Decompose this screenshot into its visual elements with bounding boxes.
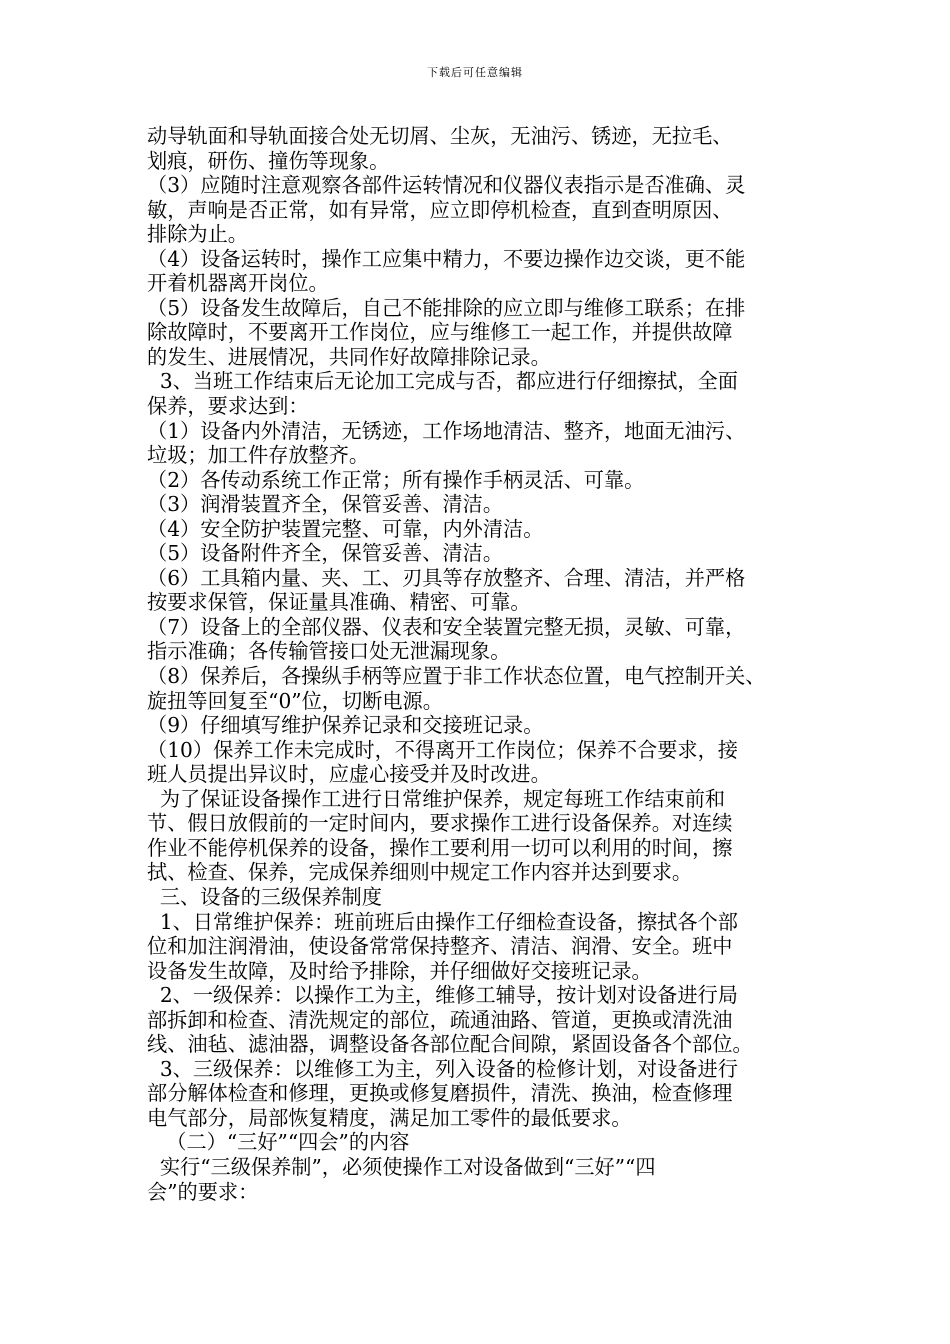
text-line: （3）应随时注意观察各部件运转情况和仪器仪表指示是否准确、灵 xyxy=(147,173,746,198)
text-line: 3、当班工作结束后无论加工完成与否，都应进行仔细擦拭，全面 xyxy=(147,369,738,394)
text-line: 节、假日放假前的一定时间内，要求操作工进行设备保养。对连续 xyxy=(147,811,733,836)
text-line: （9）仔细填写维护保养记录和交接班记录。 xyxy=(147,713,544,738)
text-line: 1、日常维护保养：班前班后由操作工仔细检查设备，擦拭各个部 xyxy=(147,909,738,934)
text-line: 实行“三级保养制”，必须使操作工对设备做到“三好”“四 xyxy=(147,1154,656,1179)
text-line: （7）设备上的全部仪器、仪表和安全装置完整无损，灵敏、可靠， xyxy=(147,614,746,639)
section-heading: 三、设备的三级保养制度 xyxy=(147,884,382,909)
text-line: 2、一级保养：以操作工为主，维修工辅导，按计划对设备进行局 xyxy=(147,983,738,1008)
text-line: 旋扭等回复至“0”位，切断电源。 xyxy=(147,688,443,713)
text-line: 拭、检查、保养，完成保养细则中规定工作内容并达到要求。 xyxy=(147,860,693,885)
text-line: 按要求保管，保证量具准确、精密、可靠。 xyxy=(147,590,531,615)
text-line: （1）设备内外清洁，无锈迹，工作场地清洁、整齐，地面无油污、 xyxy=(147,418,746,443)
text-line: 保养，要求达到： xyxy=(147,394,309,419)
text-line: （4）设备运转时，操作工应集中精力，不要边操作边交谈，更不能 xyxy=(147,246,746,271)
text-line: （4）安全防护装置完整、可靠，内外清洁。 xyxy=(147,516,544,541)
text-line: （5）设备发生故障后，自己不能排除的应立即与维修工联系；在排 xyxy=(147,295,746,320)
text-line: 设备发生故障，及时给予排除，并仔细做好交接班记录。 xyxy=(147,958,652,983)
text-line: 的发生、进展情况，共同作好故障排除记录。 xyxy=(147,344,551,369)
text-line: 开着机器离开岗位。 xyxy=(147,271,329,296)
text-line: 3、三级保养：以维修工为主，列入设备的检修计划，对设备进行 xyxy=(147,1056,738,1081)
text-line: 排除为止。 xyxy=(147,222,248,247)
text-line: 为了保证设备操作工进行日常维护保养，规定每班工作结束前和 xyxy=(147,786,726,811)
text-line: 动导轨面和导轨面接合处无切屑、尘灰，无油污、锈迹，无拉毛、 xyxy=(147,124,733,148)
text-line: （10）保养工作未完成时，不得离开工作岗位；保养不合要求，接 xyxy=(147,737,738,762)
text-line: 部拆卸和检查、清洗规定的部位，疏通油路、管道，更换或清洗油 xyxy=(147,1007,733,1032)
text-line: （2）各传动系统工作正常；所有操作手柄灵活、可靠。 xyxy=(147,467,645,492)
section-heading: （二）“三好”“四会”的内容 xyxy=(147,1130,410,1155)
text-line: 电气部分，局部恢复精度，满足加工零件的最低要求。 xyxy=(147,1105,632,1130)
text-line: 线、油毡、滤油器，调整设备各部位配合间隙，紧固设备各个部位。 xyxy=(147,1032,753,1057)
body-text xyxy=(147,124,827,1204)
text-line: 除故障时，不要离开工作岗位，应与维修工一起工作，并提供故障 xyxy=(147,320,733,345)
text-line: （5）设备附件齐全，保管妥善、清洁。 xyxy=(147,541,504,566)
text-line: 部分解体检查和修理，更换或修复磨损件，清洗、换油，检查修理 xyxy=(147,1081,733,1106)
text-line: 敏，声响是否正常，如有异常，应立即停机检查，直到查明原因、 xyxy=(147,197,733,222)
text-line: 垃圾；加工件存放整齐。 xyxy=(147,443,370,468)
text-line: 会”的要求： xyxy=(147,1179,259,1204)
text-line: 班人员提出异议时，应虚心接受并及时改进。 xyxy=(147,762,551,787)
text-line: 位和加注润滑油，使设备常常保持整齐、清洁、润滑、安全。班中 xyxy=(147,934,733,959)
text-line: 作业不能停机保养的设备，操作工要利用一切可以利用的时间，擦 xyxy=(147,835,733,860)
page-header: 下载后可任意编辑 xyxy=(427,66,523,79)
text-line: 指示准确；各传输管接口处无泄漏现象。 xyxy=(147,639,511,664)
text-line: （8）保养后，各操纵手柄等应置于非工作状态位置，电气控制开关、 xyxy=(147,664,766,689)
text-line: （6）工具箱内量、夹、工、刃具等存放整齐、合理、清洁，并严格 xyxy=(147,565,746,590)
text-line: （3）润滑装置齐全，保管妥善、清洁。 xyxy=(147,492,504,517)
text-line: 划痕，研伤、撞伤等现象。 xyxy=(147,148,390,173)
